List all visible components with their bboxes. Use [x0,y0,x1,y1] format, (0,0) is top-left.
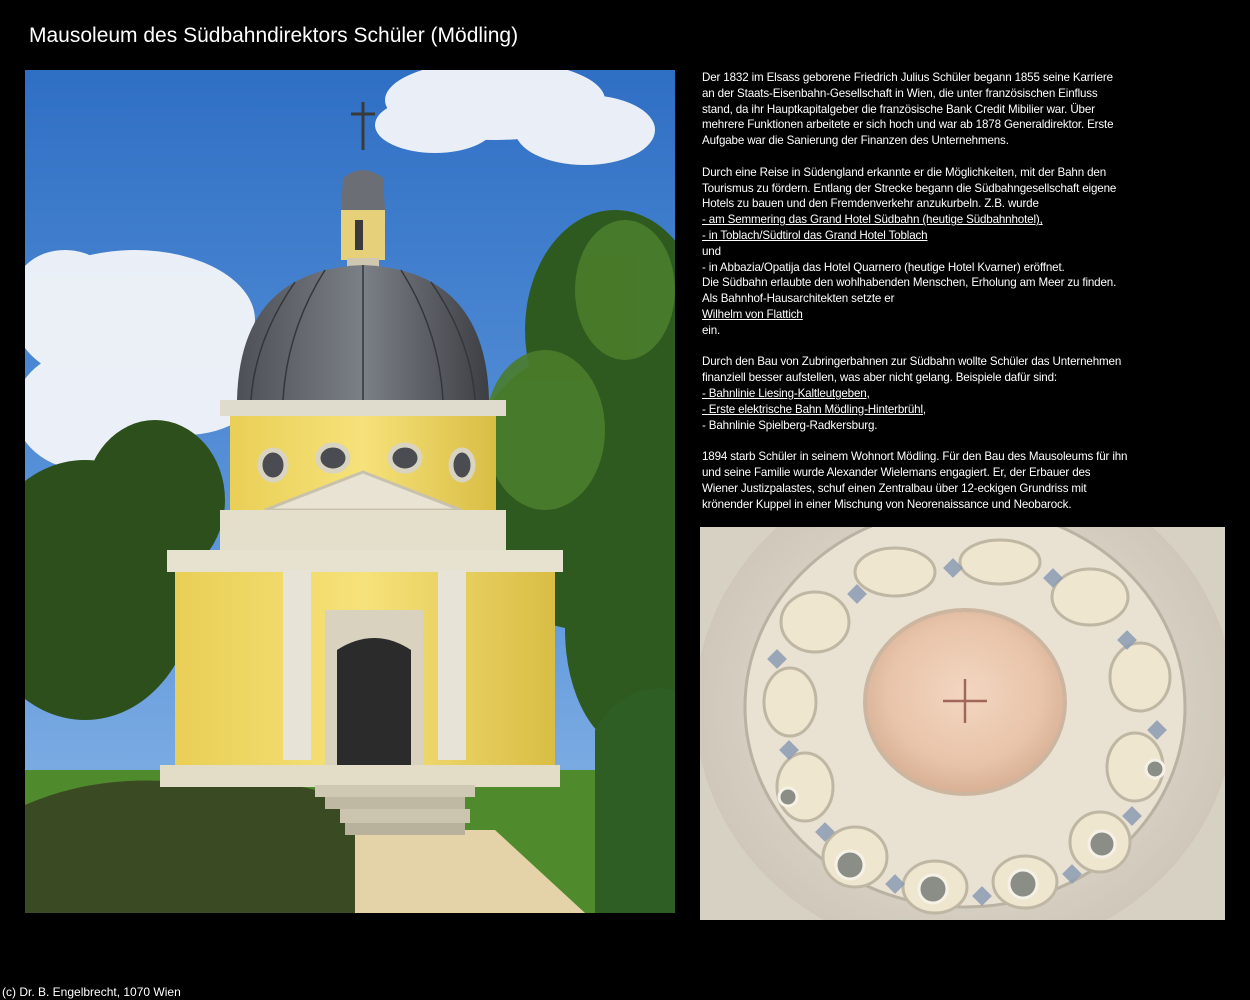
link-bahn-moedling-hinterbruehl[interactable]: - Erste elektrische Bahn Mödling-Hinterbrühl, [702,402,926,416]
article-text [702,70,1172,528]
paragraph-tourism: Durch eine Reise in Südengland erkannte er die Möglichkeiten, mit der Bahn den Tourismus zu fördern. Entlang der Strecke begann die Südbahngesellschaft eigene Hotels zu bauen und den Fremdenverkehr anzukurbeln. Z.B. wurde - am Semmering das Grand Hotel Südbahn (heutige Südbahnhotel), - in Toblach/Südtirol das Grand Hotel Toblach und - in Abbazia/Opatija das Hotel Quarnero (heutige Hotel Kvarner) eröffnet. Die Südbahn erlaubte den wohlhabenden Menschen, Erholung am Meer zu finden. Als Bahnhof-Hausarchitekten setzte er Wilhelm von Flattich ein. [702,165,1172,339]
dome-interior-photo [700,527,1225,920]
link-suedbahnhotel-semmering[interactable]: - am Semmering das Grand Hotel Südbahn (heutige Südbahnhotel), [702,213,1043,227]
link-bahnlinie-liesing-kaltleutgeben[interactable]: - Bahnlinie Liesing-Kaltleutgeben, [702,386,870,400]
paragraph-branch-lines: Durch den Bau von Zubringerbahnen zur Südbahn wollte Schüler das Unternehmen finanziell besser aufstellen, was aber nicht gelang. Beispiele dafür sind: - Bahnlinie Liesing-Kaltleutgeben, - Erste elektrische Bahn Mödling-Hinterbrühl, - Bahnlinie Spielberg-Radkersburg. [702,354,1172,433]
link-wilhelm-von-flattich[interactable]: Wilhelm von Flattich [702,307,803,321]
page-title: Mausoleum des Südbahndirektors Schüler (Mödling) [29,24,519,47]
mausoleum-exterior-photo [25,70,675,913]
link-grand-hotel-toblach[interactable]: - in Toblach/Südtirol das Grand Hotel Toblach [702,228,928,242]
copyright-footer: (c) Dr. B. Engelbrecht, 1070 Wien [2,985,181,999]
paragraph-career: Der 1832 im Elsass geborene Friedrich Julius Schüler begann 1855 seine Karriere an der Staats-Eisenbahn-Gesellschaft in Wien, die unter französischen Einfluss stand, da ihr Hauptkapitalgeber die französische Bank Credit Mibilier war. Über mehrere Funktionen arbeitete er sich hoch und war ab 1878 Generaldirektor. Erste Aufgabe war die Sanierung der Finanzen des Unternehmens. [702,71,1114,148]
paragraph-mausoleum: 1894 starb Schüler in seinem Wohnort Mödling. Für den Bau des Mausoleums für ihn und seine Familie wurde Alexander Wielemans engagiert. Er, der Erbauer des Wiener Justizpalastes, schuf einen Zentralbau über 12-eckigen Grundriss mit krönender Kuppel in einer Mischung von Neorenaissance und Neobarock. [702,450,1128,511]
